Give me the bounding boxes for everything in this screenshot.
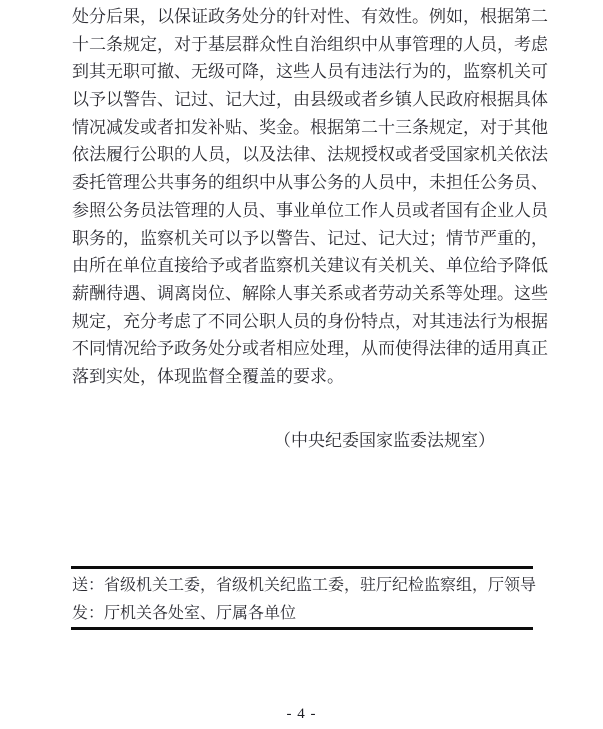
body-line: 以予以警告、记过、记大过，由县级或者乡镇人民政府根据具体 — [72, 90, 548, 110]
body-line: 规定，充分考虑了不同公职人员的身份特点，对其违法行为根据 — [72, 311, 548, 331]
body-line: 处分后果，以保证政务处分的针对性、有效性。例如，根据第二 — [72, 7, 548, 26]
footer-rule-top — [71, 566, 533, 569]
body-line: 参照公务员法管理的人员、事业单位工作人员或者国有企业人员 — [72, 200, 548, 220]
body-line: 到其无职可撤、无级可降，这些人员有违法行为的，监察机关可 — [72, 62, 548, 82]
distribution-list — [72, 572, 537, 627]
body-line: 职务的，监察机关可以予以警告、记过、记大过；情节严重的， — [72, 228, 548, 248]
distribution-line-issue: 发：厅机关各处室、厅属各单位 — [72, 604, 297, 622]
distribution-line-send: 送：省级机关工委，省级机关纪监工委，驻厅纪检监察组，厅领导 — [72, 577, 537, 594]
body-line: 委托管理公共事务的组织中从事公务的人员中，未担任公务员、 — [72, 173, 548, 193]
body-line: 十二条规定，对于基层群众性自治组织中从事管理的人员，考虑 — [72, 34, 548, 54]
body-paragraph — [72, 3, 548, 391]
body-line: 薪酬待遇、调离岗位、解除人事关系或者劳动关系等处理。这些 — [72, 283, 548, 303]
footer-rule-bottom — [71, 627, 533, 630]
body-line: 依法履行公职的人员，以及法律、法规授权或者受国家机关依法 — [72, 145, 548, 165]
body-line: 由所在单位直接给予或者监察机关建议有关机关、单位给予降低 — [72, 256, 548, 276]
body-line: 情况减发或者扣发补贴、奖金。根据第二十三条规定，对于其他 — [72, 117, 548, 137]
body-line: 落到实处，体现监督全覆盖的要求。 — [72, 366, 344, 386]
page-number: - 4 - — [286, 706, 317, 722]
signature: （中央纪委国家监委法规室） — [274, 431, 495, 450]
body-line: 不同情况给予政务处分或者相应处理，从而使得法律的适用真正 — [72, 339, 548, 359]
